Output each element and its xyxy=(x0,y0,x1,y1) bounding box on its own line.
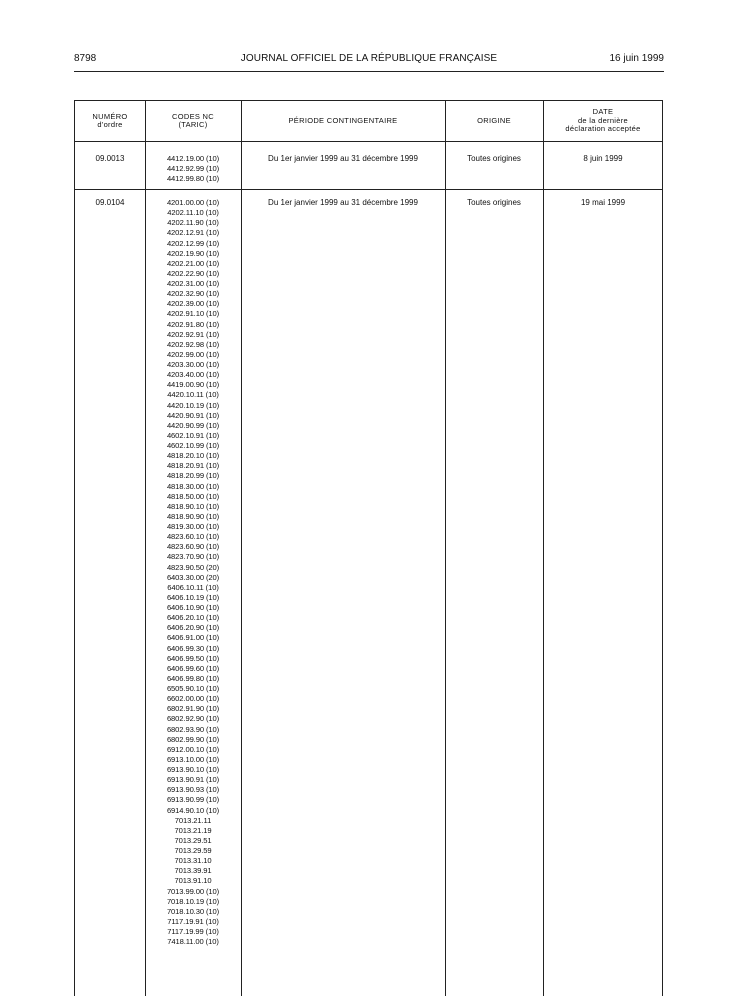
code-item: 6913.90.10 (10) xyxy=(166,765,220,774)
code-item: 6914.90.10 (10) xyxy=(166,805,220,815)
header-row-divider xyxy=(75,141,662,142)
code-item: 4420.10.11 (10) xyxy=(167,390,219,400)
issue-date: 16 juin 1999 xyxy=(609,53,664,64)
page-header xyxy=(74,53,664,69)
code-item: 6406.20.10 (10) xyxy=(166,613,220,623)
code-item: 4420.90.91 (10) xyxy=(166,410,220,420)
code-item: 4818.90.90 (10) xyxy=(166,511,220,521)
column-divider xyxy=(241,101,242,996)
row-periode: Du 1er janvier 1999 au 31 décembre 1999 xyxy=(268,154,418,163)
code-item: 4419.00.90 (10) xyxy=(166,380,220,390)
code-item: 4203.40.00 (10) xyxy=(166,370,220,380)
code-item: 6406.99.80 (10) xyxy=(166,673,220,683)
code-item: 4412.19.00 (10) xyxy=(166,154,220,163)
code-item: 4202.39.00 (10) xyxy=(166,299,220,309)
column-divider xyxy=(543,101,544,996)
code-item: 7013.21.11 xyxy=(174,815,212,825)
column-header-date: DATE de la dernière déclaration acceptée xyxy=(565,107,641,134)
code-item: 6802.93.90 (10) xyxy=(166,724,220,734)
code-item: 4818.20.91 (10) xyxy=(166,461,220,471)
journal-title: JOURNAL OFFICIEL DE LA RÉPUBLIQUE FRANÇAISE xyxy=(240,53,498,64)
code-item: 4202.12.99 (10) xyxy=(166,238,220,248)
code-item: 4202.91.10 (10) xyxy=(166,309,220,319)
code-item: 6913.90.99 (10) xyxy=(166,795,220,805)
code-item: 6406.10.19 (10) xyxy=(166,592,220,602)
code-item: 7013.29.59 xyxy=(174,846,212,855)
code-item: 6406.10.11 (10) xyxy=(167,582,219,592)
row-codes-list xyxy=(145,154,241,184)
code-item: 7418.11.00 (10) xyxy=(167,937,219,947)
code-item: 6406.99.60 (10) xyxy=(166,663,220,673)
code-item: 4202.92.91 (10) xyxy=(166,329,220,339)
code-item: 4202.12.91 (10) xyxy=(166,228,220,238)
row-origine: Toutes origines xyxy=(467,154,521,163)
code-item: 4823.60.10 (10) xyxy=(166,532,220,542)
code-item: 7013.31.10 xyxy=(174,856,212,866)
code-item: 4202.11.90 (10) xyxy=(167,218,219,228)
row-periode: Du 1er janvier 1999 au 31 décembre 1999 xyxy=(268,198,418,207)
code-item: 6505.90.10 (10) xyxy=(166,684,220,693)
code-item: 6913.10.00 (10) xyxy=(166,754,220,764)
column-divider xyxy=(445,101,446,996)
code-item: 6406.99.30 (10) xyxy=(166,643,220,653)
row-codes-list xyxy=(145,198,241,947)
code-item: 7013.21.19 xyxy=(174,825,212,835)
code-item: 6913.90.91 (10) xyxy=(166,775,220,785)
code-item: 4818.30.00 (10) xyxy=(166,481,220,491)
code-item: 6913.90.93 (10) xyxy=(166,785,220,795)
code-item: 6406.91.00 (10) xyxy=(166,633,220,643)
code-item: 7018.10.30 (10) xyxy=(166,906,220,916)
code-item: 4420.10.19 (10) xyxy=(166,400,220,410)
code-item: 7117.19.99 (10) xyxy=(167,927,219,936)
code-item: 4202.32.90 (10) xyxy=(166,289,220,299)
code-item: 4202.31.00 (10) xyxy=(166,279,220,288)
code-item: 6802.92.90 (10) xyxy=(166,714,220,724)
code-item: 6406.99.50 (10) xyxy=(166,653,220,663)
code-item: 4818.90.10 (10) xyxy=(166,501,220,511)
code-item: 4412.92.99 (10) xyxy=(166,164,220,174)
code-item: 4818.50.00 (10) xyxy=(166,491,220,501)
code-item: 4201.00.00 (10) xyxy=(166,198,220,207)
code-item: 4202.99.00 (10) xyxy=(166,349,220,359)
code-item: 7013.99.00 (10) xyxy=(166,886,220,896)
code-item: 4823.70.90 (10) xyxy=(166,552,220,562)
row-divider xyxy=(75,189,662,190)
code-item: 6912.00.10 (10) xyxy=(166,744,220,754)
quota-table xyxy=(74,100,663,996)
column-header-periode: PÉRIODE CONTINGENTAIRE xyxy=(288,115,398,125)
row-numero: 09.0013 xyxy=(95,154,125,163)
code-item: 4823.90.50 (20) xyxy=(166,562,220,572)
row-date: 19 mai 1999 xyxy=(580,198,626,207)
code-item: 6802.99.90 (10) xyxy=(166,734,220,744)
code-item: 4818.20.10 (10) xyxy=(166,451,220,461)
code-item: 4412.99.80 (10) xyxy=(166,174,220,184)
code-item: 4602.10.91 (10) xyxy=(166,430,220,440)
code-item: 7117.19.91 (10) xyxy=(167,916,219,926)
code-item: 4202.22.90 (10) xyxy=(166,268,220,278)
row-origine: Toutes origines xyxy=(467,198,521,207)
code-item: 6406.10.90 (10) xyxy=(166,603,220,612)
page-number: 8798 xyxy=(74,53,97,64)
column-header-codes: CODES NC (TARIC) xyxy=(172,111,214,129)
code-item: 4823.60.90 (10) xyxy=(166,542,220,552)
row-date: 8 juin 1999 xyxy=(583,154,623,163)
code-item: 7013.91.10 xyxy=(174,876,212,886)
code-item: 4203.30.00 (10) xyxy=(166,360,220,369)
code-item: 6403.30.00 (20) xyxy=(166,572,220,582)
code-item: 4202.19.90 (10) xyxy=(166,248,220,258)
code-item: 7013.29.51 xyxy=(174,835,212,845)
code-item: 4202.11.10 (10) xyxy=(167,208,219,218)
header-rule xyxy=(74,71,664,72)
code-item: 4420.90.99 (10) xyxy=(166,420,220,430)
code-item: 4818.20.99 (10) xyxy=(166,471,220,481)
code-item: 4202.92.98 (10) xyxy=(166,339,220,349)
code-item: 7018.10.19 (10) xyxy=(166,896,220,906)
code-item: 4202.91.80 (10) xyxy=(166,319,220,329)
column-header-numero: NUMÉRO d'ordre xyxy=(92,111,128,129)
code-item: 4819.30.00 (10) xyxy=(166,522,220,531)
code-item: 6406.20.90 (10) xyxy=(166,623,220,633)
code-item: 6802.91.90 (10) xyxy=(166,704,220,714)
row-numero: 09.0104 xyxy=(95,198,125,207)
code-item: 4202.21.00 (10) xyxy=(166,258,220,268)
column-header-origine: ORIGINE xyxy=(477,115,511,125)
code-item: 6602.00.00 (10) xyxy=(166,694,220,704)
code-item: 7013.39.91 xyxy=(174,866,212,876)
code-item: 4602.10.99 (10) xyxy=(166,441,220,450)
